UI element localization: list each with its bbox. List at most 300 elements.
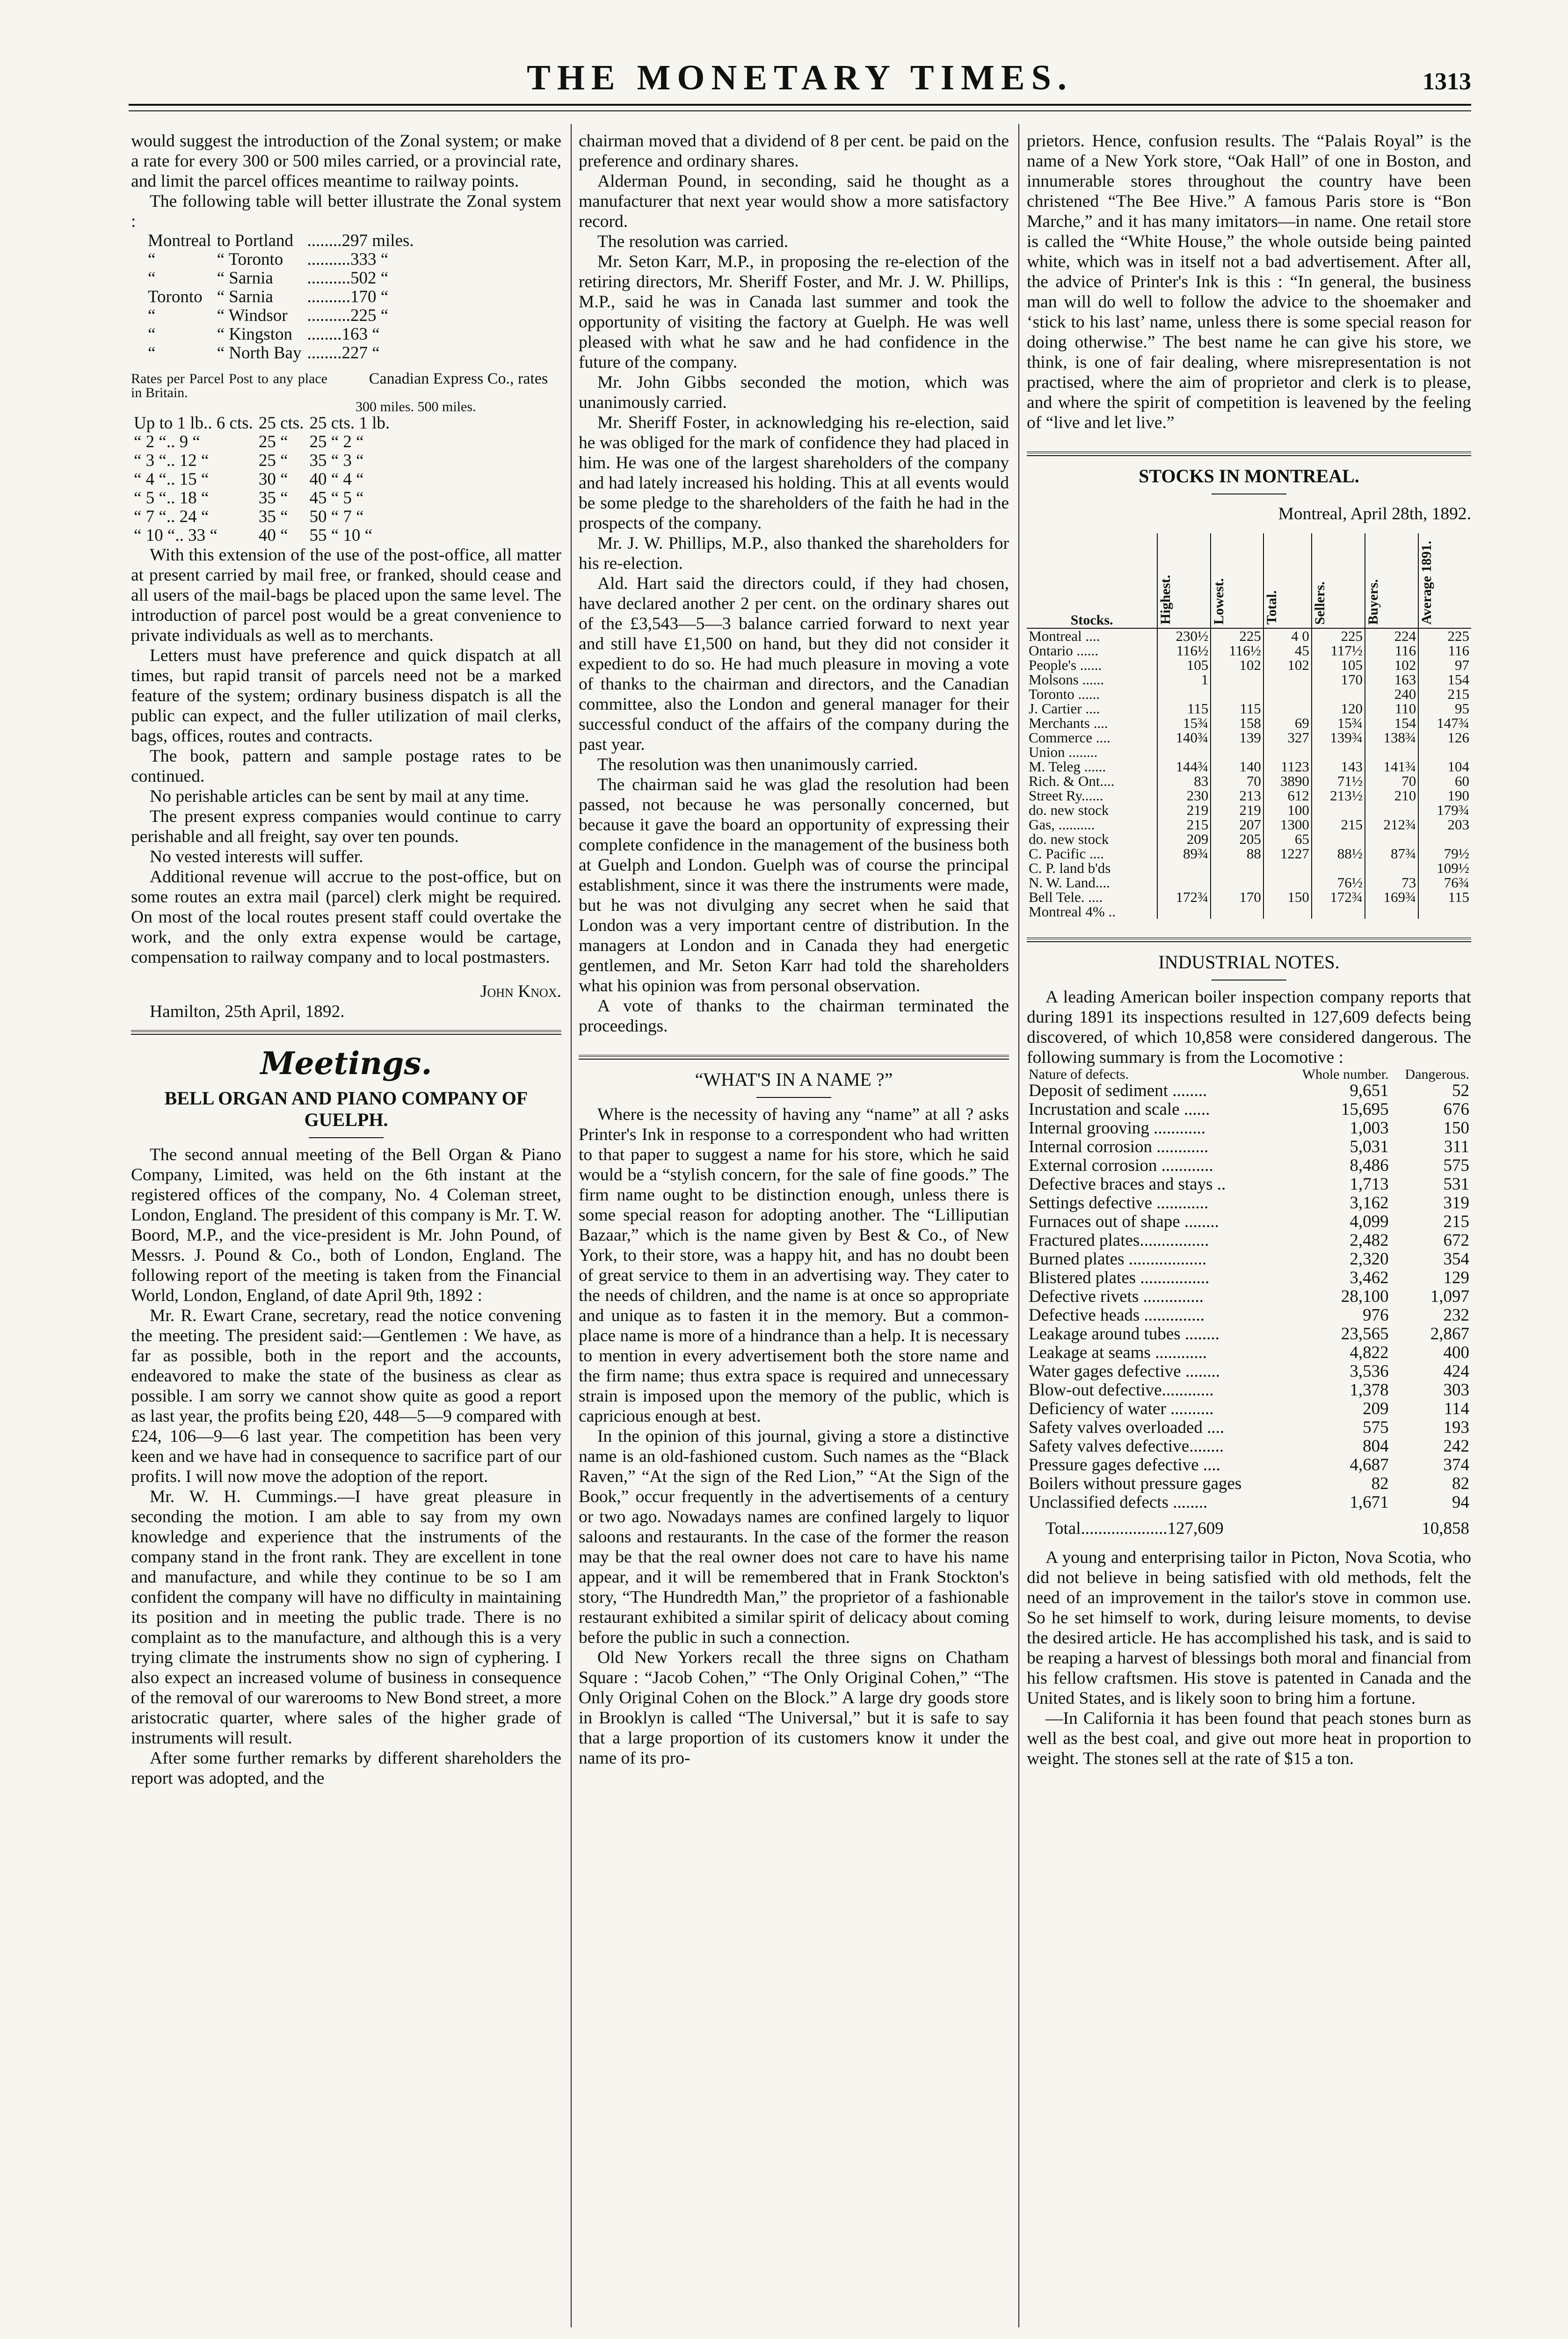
stock-row-cell: Montreal .... (1029, 628, 1100, 644)
rate-row-cell: 55 “ 10 “ (309, 526, 373, 545)
stock-row-cell: 88 (1211, 846, 1263, 861)
stock-row-cell: 240 (1365, 687, 1418, 701)
paragraph: With this extension of the use of the post-office, all matter at present carried by mail free, or franked, should cease and all users of the mail-bags be placed upon the same level. The introduction of parcel post would be a great convenience to private individuals as well as to merchants. (131, 545, 561, 645)
defect-row-cell: 242 (1443, 1437, 1469, 1456)
dateline: Hamilton, 25th April, 1892. (150, 1002, 345, 1021)
rate-row-cell: “ 10 “.. 33 “ (134, 526, 218, 545)
rate-row-cell: 25 cts. (258, 414, 304, 433)
defect-row-cell: 424 (1443, 1362, 1469, 1381)
defect-row-cell: 2,867 (1430, 1324, 1469, 1344)
stock-row-cell: 205 (1211, 832, 1263, 846)
defect-row (1027, 1194, 1471, 1213)
zone-row-cell: “ (148, 325, 156, 344)
stocks-col-header (1312, 533, 1365, 628)
stock-row (1027, 628, 1471, 643)
stock-row-cell: 209 (1157, 832, 1211, 846)
stocks-table (1027, 533, 1471, 919)
stocks-col-header (1263, 533, 1312, 628)
name-article-end: prietors. Hence, confusion results. The “Palais Royal” is the name of a New York store, “Oak Hall” of one in Boston, and innumerable stores throughout the country have been christened “The Bee Hive.” A famous Paris store is “Bon Marche,” and it has many imitators—in name. One retail store is called the “White House,” the whole outside being painted white, which was in itself not a bad advertisement. After all, the advice of Printer's Ink is this : “In general, the business man will do well to follow the advice to the shoemaker and ‘stick to his last’ name, unless there is some special reason for doing otherwise.” The best name he can give his store, we think, is one of fair dealing, where misrepresentation is not practised, where the aim of proprietor and clerk is to please, and where the spirit of competition is leavened by the feeling of “live and let live.” (1027, 131, 1471, 432)
defect-row (1027, 1213, 1471, 1231)
stock-row-cell: 203 (1418, 817, 1471, 832)
stock-row-cell: 70 (1211, 774, 1263, 788)
zone-row (145, 250, 417, 269)
rate-row-cell: “ 3 “.. 12 “ (134, 451, 209, 470)
stock-row-cell (1263, 687, 1312, 701)
stock-row-cell: 117½ (1312, 643, 1365, 658)
zonal-intro: would suggest the introduction of the Zonal system; or make a rate for every 300 or 500 miles carried, or a provincial rate, and limit the parcel offices meantime to railway points. (131, 131, 561, 191)
defect-row-cell: Defective heads .............. (1029, 1306, 1205, 1325)
stock-row-cell: 15¾ (1157, 716, 1211, 730)
zone-row-cell: “ (148, 306, 156, 325)
rate-row-cell: “ 4 “.. 15 “ (134, 470, 209, 489)
zone-row-cell: “ (148, 250, 156, 269)
section-rule (131, 1030, 561, 1035)
defect-row-cell: Blistered plates ................ (1029, 1268, 1210, 1287)
stock-row-cell: 190 (1418, 788, 1471, 803)
stock-row-cell (1157, 687, 1211, 701)
rate-row (131, 489, 392, 508)
defect-row-cell: 82 (1371, 1474, 1389, 1493)
stock-row-cell (1211, 861, 1263, 875)
rate-row-cell: “ 7 “.. 24 “ (134, 507, 209, 526)
stock-row-cell (1365, 904, 1418, 919)
paragraph: The chairman said he was glad the resolution had been passed, not because he was personally concerned, but because it gave the board an opportunity of expressing their complete confidence in the management of the business both at Guelph and London. Guelph was of course the principal establishment, since it was there the instruments were made, but he was not divulging any secret when he said that London was a very important centre of distribution. In the managers at London and in Canada they had energetic gentlemen, and Mr. Seton Karr had told the shareholders what his opinion was from personal observation. (579, 775, 1009, 995)
defect-row-cell: 129 (1443, 1268, 1469, 1287)
paragraph: Mr. Seton Karr, M.P., in proposing the re-election of the retiring directors, Mr. Sheriff Foster, and Mr. J. W. Phillips, M.P., said he was in Canada last summer and took the opportunity of visiting the factory at Guelph. He was well pleased with what he saw and he had confidence in the future of the company. (579, 252, 1009, 372)
stock-row-cell: 212¾ (1365, 817, 1418, 832)
rate-row-cell: 25 “ 2 “ (309, 432, 364, 451)
stocks-col-header (1418, 533, 1471, 628)
stock-row-cell: 120 (1312, 701, 1365, 716)
defect-row (1027, 1138, 1471, 1156)
stocks-col-label: Lowest. (1211, 578, 1227, 625)
stock-row (1027, 658, 1471, 672)
stock-row-cell (1263, 875, 1312, 890)
paragraph: The book, pattern and sample postage rates to be continued. (131, 747, 561, 786)
defect-row-cell: Leakage around tubes ........ (1029, 1324, 1220, 1344)
defect-row (1027, 1325, 1471, 1344)
stock-row-cell (1418, 745, 1471, 759)
stock-row-cell: 95 (1418, 701, 1471, 716)
stock-row (1027, 904, 1471, 919)
defect-row-cell: Defective braces and stays .. (1029, 1175, 1226, 1194)
stock-row-cell: 116 (1365, 643, 1418, 658)
stocks-col-label: Average 1891. (1419, 540, 1435, 625)
stock-row-cell (1418, 904, 1471, 919)
stock-row (1027, 730, 1471, 745)
stock-row-cell: 172¾ (1312, 890, 1365, 904)
paragraph: Mr. R. Ewart Crane, secretary, read the notice convening the meeting. The president said:—Gentlemen : We have, as far as possible, both in the report and the accounts, endeavored to make the state of the business as clear as possible. I am sorry we cannot show quite as good a report as last year, the profits being £20, 448—5—9 compared with £24, 106—9—6 last year. The competition has been very keen and we have had in consequence to sacrifice part of our profits. I will now move the adoption of the report. (131, 1306, 561, 1486)
defect-row-cell: 193 (1443, 1418, 1469, 1437)
parcel-post-paras (131, 545, 561, 967)
zonal-table-intro: The following table will better illustrate the Zonal system : (131, 192, 561, 231)
rate-row-cell: 25 “ (258, 432, 288, 451)
stock-row-cell: Ontario ...... (1029, 642, 1098, 659)
stock-row-cell: 73 (1365, 875, 1418, 890)
stock-row-cell: 88½ (1312, 846, 1365, 861)
stock-row-cell (1365, 861, 1418, 875)
paragraph: Letters must have preference and quick dispatch at all times, but rapid transit of parcels need not be a marked feature of the system; ordinary business dispatch is all the public can expect, and the fuller utilization of mail clerks, bags, offices, routes and contracts. (131, 646, 561, 746)
stock-row-cell: 230 (1157, 788, 1211, 803)
meetings-heading: Meetings. (260, 1045, 432, 1082)
stock-row-cell: 147¾ (1418, 716, 1471, 730)
stock-row-cell: 215 (1157, 817, 1211, 832)
defect-row-cell: 354 (1443, 1249, 1469, 1269)
stock-row-cell: Rich. & Ont.... (1029, 773, 1115, 789)
stock-row-cell (1312, 803, 1365, 817)
stock-row-cell (1263, 672, 1312, 687)
defect-row (1027, 1287, 1471, 1306)
zone-row-cell: “ Toronto (217, 250, 283, 269)
stock-row-cell: 230½ (1157, 628, 1211, 643)
zone-row-cell: ........297 miles. (307, 231, 414, 250)
defect-row-cell: Internal corrosion ............ (1029, 1137, 1209, 1156)
paragraph: A young and enterprising tailor in Picton, Nova Scotia, who did not believe in being satisfied with old methods, felt the need of an improvement in the tailor's stove in common use. So he set himself to work, during leisure moments, to devise the desired article. He has accomplished his task, and is said to be reaping a harvest of blessings both moral and financial from his fellow craftsmen. His stove is patented in Canada and the United States, and is likely soon to bring him a fortune. (1027, 1548, 1471, 1708)
defect-row-cell: Settings defective ............ (1029, 1193, 1209, 1213)
defects-col-whole: Whole number. (1302, 1067, 1389, 1082)
zone-row-cell: ........227 “ (307, 343, 380, 363)
stock-row-cell: 60 (1418, 774, 1471, 788)
defect-row (1027, 1437, 1471, 1456)
stock-row (1027, 759, 1471, 774)
defect-row-cell: 311 (1444, 1137, 1469, 1156)
stock-row (1027, 875, 1471, 890)
defect-row-cell: Deficiency of water .......... (1029, 1399, 1214, 1418)
paragraph: The resolution was then unanimously carried. (597, 755, 918, 774)
defect-row-cell: Incrustation and scale ...... (1029, 1100, 1210, 1119)
stock-row-cell: 141¾ (1365, 759, 1418, 774)
defect-row-cell: 2,482 (1350, 1231, 1389, 1250)
stock-row-cell: 213 (1211, 788, 1263, 803)
stock-row-cell: 115 (1211, 701, 1263, 716)
zone-row-cell: ..........502 “ (307, 269, 389, 288)
stock-row-cell: 1 (1157, 672, 1211, 687)
rate-row-cell: 25 cts. 1 lb. (309, 414, 390, 433)
defect-row-cell: Pressure gages defective .... (1029, 1455, 1220, 1475)
stock-row-cell (1157, 875, 1211, 890)
zone-row-cell: “ North Bay (217, 343, 302, 363)
defect-row-cell: 672 (1443, 1231, 1469, 1250)
industrial-heading: INDUSTRIAL NOTES. (1158, 952, 1340, 973)
stock-row (1027, 672, 1471, 687)
stock-row-cell: 140¾ (1157, 730, 1211, 745)
rates-table (131, 414, 392, 545)
rate-row (131, 508, 392, 526)
defect-row (1027, 1475, 1471, 1493)
defect-row-cell: 400 (1443, 1343, 1469, 1362)
defect-row-cell: 3,462 (1350, 1268, 1389, 1287)
stock-row-cell: 172¾ (1157, 890, 1211, 904)
stock-row-cell (1211, 745, 1263, 759)
defect-row-cell: 319 (1443, 1193, 1469, 1213)
stock-row-cell: 213½ (1312, 788, 1365, 803)
stock-row (1027, 774, 1471, 788)
stock-row-cell (1211, 672, 1263, 687)
defect-row-cell: Boilers without pressure gages (1029, 1474, 1242, 1493)
defect-row-cell: 232 (1443, 1306, 1469, 1325)
defect-row-cell: 1,713 (1350, 1175, 1389, 1194)
defect-row-cell: External corrosion ............ (1029, 1156, 1213, 1175)
stock-row-cell: 105 (1312, 658, 1365, 672)
defect-row-cell: 575 (1443, 1156, 1469, 1175)
paragraph: The present express companies would continue to carry perishable and all freight, say over ten pounds. (131, 807, 561, 846)
paragraph: The second annual meeting of the Bell Organ & Piano Company, Limited, was held on the 6th instant at the registered offices of the company, No. 4 Coleman street, London, England. The president of this company is Mr. T. W. Boord, M.P., and the vice-president is Mr. John Pound, of Messrs. J. Pound & Co., both of London, England. The following report of the meeting is taken from the Financial World, London, England, of date April 9th, 1892 : (131, 1145, 561, 1305)
stock-row-cell (1312, 861, 1365, 875)
defect-row-cell: 4,822 (1350, 1343, 1389, 1362)
stock-row-cell: 102 (1211, 658, 1263, 672)
stock-row-cell: 139¾ (1312, 730, 1365, 745)
header-rule (129, 104, 1471, 106)
stock-row (1027, 861, 1471, 875)
stock-row-cell (1211, 687, 1263, 701)
stock-row-cell: C. Pacific .... (1029, 845, 1104, 862)
stock-row-cell: Commerce .... (1029, 729, 1111, 746)
stock-row-cell: 140 (1211, 759, 1263, 774)
paragraph: No perishable articles can be sent by mail at any time. (150, 787, 530, 806)
rates-header (131, 372, 561, 400)
defect-row-cell: 1,378 (1350, 1380, 1389, 1400)
column-2 (579, 131, 1009, 1768)
defect-row (1027, 1231, 1471, 1250)
column-1 (131, 131, 561, 1788)
defect-row-cell: 2,320 (1350, 1249, 1389, 1269)
zone-row-cell: Toronto (148, 287, 203, 306)
stock-row-cell: 102 (1365, 658, 1418, 672)
defect-row-cell: 150 (1443, 1119, 1469, 1138)
section-rule-4 (1027, 937, 1471, 942)
stock-row-cell (1157, 861, 1211, 875)
stock-row-cell: 87¾ (1365, 846, 1418, 861)
defect-row-cell: Furnaces out of shape ........ (1029, 1212, 1219, 1231)
defect-row-cell: 9,651 (1350, 1081, 1389, 1100)
defect-row-cell: 1,671 (1350, 1493, 1389, 1512)
defect-row-cell: 575 (1363, 1418, 1389, 1437)
stock-row-cell: 1123 (1263, 759, 1312, 774)
stock-row (1027, 701, 1471, 716)
defect-row-cell: 1,097 (1430, 1287, 1469, 1306)
stock-row (1027, 687, 1471, 701)
zone-row (145, 306, 417, 325)
stock-row-cell: 116½ (1157, 643, 1211, 658)
short-rule-2 (756, 1097, 831, 1098)
zone-row-cell: ..........170 “ (307, 287, 389, 306)
defect-row-cell: 15,695 (1341, 1100, 1389, 1119)
stock-row-cell: 219 (1157, 803, 1211, 817)
parcel-post-head: Rates per Parcel Post to any place in Britain. (131, 371, 327, 400)
paragraph: A vote of thanks to the chairman terminated the proceedings. (579, 996, 1009, 1036)
paragraph: Ald. Hart said the directors could, if they had chosen, have declared another 2 per cent. on the ordinary shares out of the £3,543—5—3 balance carried forward to next year and still have £1,500 on hand, but they did not consider it expedient to do so. He had much pleasure in moving a vote of thanks to the chairman and directors, and the Canadian committee, also the London and general manager for their successful conduct of the affairs of the company during the past year. (579, 574, 1009, 754)
defect-row-cell: 28,100 (1341, 1287, 1389, 1306)
column-3 (1027, 131, 1471, 1769)
defect-row-cell: 8,486 (1350, 1156, 1389, 1175)
stock-row-cell (1263, 701, 1312, 716)
stock-row-cell: 110 (1365, 701, 1418, 716)
stock-row-cell: 170 (1312, 672, 1365, 687)
zone-row-cell: ..........225 “ (307, 306, 389, 325)
rate-row-cell: 30 “ (258, 470, 288, 489)
paragraph: Alderman Pound, in seconding, said he thought as a manufacturer that next year would show a more satisfactory record. (579, 172, 1009, 231)
stock-row-cell: 115 (1157, 701, 1211, 716)
defect-row-cell: Water gages defective ........ (1029, 1362, 1220, 1381)
stock-row-cell: do. new stock (1029, 802, 1109, 818)
stock-row-cell: 612 (1263, 788, 1312, 803)
defect-row-cell: Burned plates .................. (1029, 1249, 1207, 1269)
stocks-col-label: Sellers. (1312, 581, 1328, 625)
defects-total-danger: 10,858 (1422, 1519, 1469, 1538)
meeting-continued (579, 131, 1009, 1036)
stock-row (1027, 817, 1471, 832)
stock-row-cell: 109½ (1418, 861, 1471, 875)
stock-row-cell (1365, 745, 1418, 759)
stock-row-cell: 327 (1263, 730, 1312, 745)
stock-row (1027, 803, 1471, 817)
stock-row-cell (1211, 875, 1263, 890)
stocks-date: Montreal, April 28th, 1892. (1278, 504, 1471, 523)
stock-row-cell: 207 (1211, 817, 1263, 832)
paragraph: Mr. Sheriff Foster, in acknowledging his re-election, said he was obliged for the mark of confidence they had placed in him. He was one of the largest shareholders of the company and had lately increased his holding. This at all events would be some pledge to the shareholders of the faith he had in the prospects of the company. (579, 413, 1009, 533)
rate-row (131, 414, 392, 433)
industrial-notes (1027, 1547, 1471, 1769)
section-rule-3 (1027, 451, 1471, 456)
rate-row-cell: “ 2 “.. 9 “ (134, 432, 200, 451)
column-divider-2 (1018, 124, 1019, 2327)
defect-row-cell: 976 (1363, 1306, 1389, 1325)
rate-row-cell: 35 “ 3 “ (309, 451, 364, 470)
defect-row (1027, 1400, 1471, 1418)
stock-row-cell (1312, 832, 1365, 846)
stock-row-cell: 169¾ (1365, 890, 1418, 904)
stock-row (1027, 832, 1471, 846)
defect-row (1027, 1250, 1471, 1269)
defects-total: Total....................127,609 (1045, 1519, 1224, 1538)
stock-row (1027, 643, 1471, 658)
stock-row-cell: 116½ (1211, 643, 1263, 658)
stock-row-cell: 224 (1365, 628, 1418, 643)
stock-row-cell: 210 (1365, 788, 1418, 803)
defect-row (1027, 1306, 1471, 1325)
stock-row-cell (1312, 687, 1365, 701)
defect-row (1027, 1344, 1471, 1362)
short-rule (309, 1137, 384, 1138)
defects-col-danger: Dangerous. (1405, 1067, 1469, 1082)
paragraph: chairman moved that a dividend of 8 per cent. be paid on the preference and ordinary shares. (579, 131, 1009, 171)
defects-col-nature: Nature of defects. (1029, 1067, 1129, 1082)
paragraph: Where is the necessity of having any “name” at all ? asks Printer's Ink in response to a correspondent who had written to that paper to suggest a name for his store, which he said would be a “stylish concern, for the sale of fine goods.” The firm name ought to be distinction enough, unless there is some special reason for adopting another. The “Lilliputian Bazaar,” which is the name given by Best & Co., of New York, to their store, was a happy hit, and has no doubt been of great service to them in an advertising way. They cater to the needs of children, and the name is at once so appropriate and unique as to fasten it in the memory. But a common-place name is more of a hindrance than a help. It is necessary to mention in every advertisement both the store name and the firm name; thus extra space is required and unnecessary strain is imposed upon the memory of the public, which is capricious enough at best. (579, 1105, 1009, 1426)
stock-row-cell: 45 (1263, 643, 1312, 658)
short-rule-4 (1212, 980, 1286, 981)
rate-row-cell: 35 “ (258, 488, 288, 508)
defect-row-cell: Unclassified defects ........ (1029, 1493, 1208, 1512)
paragraph: After some further remarks by different shareholders the report was adopted, and the (131, 1749, 561, 1788)
industrial-intro: A leading American boiler inspection company reports that during 1891 its inspections resulted in 127,609 defects being discovered, of which 10,858 were considered dangerous. The following summary is from the Locomotive : (1027, 988, 1471, 1067)
stock-row-cell: J. Cartier .... (1029, 700, 1100, 717)
stock-row-cell: 104 (1418, 759, 1471, 774)
stock-row-cell: 70 (1365, 774, 1418, 788)
paragraph: Old New Yorkers recall the three signs on Chatham Square : “Jacob Cohen,” “The Only Original Cohen,” “The Only Original Cohen on the Block.” A large dry goods store in Brooklyn is called “The Universal,” but it is safe to say that a large proportion of its customers know it under the name of its pro- (579, 1648, 1009, 1768)
stock-row-cell: 163 (1365, 672, 1418, 687)
stock-row-cell: 144¾ (1157, 759, 1211, 774)
zone-row (145, 344, 417, 363)
stocks-col-header (1027, 533, 1157, 628)
zone-row (145, 232, 417, 250)
stock-row-cell: 76¾ (1418, 875, 1471, 890)
stock-row-cell: M. Teleg ...... (1029, 758, 1106, 775)
signature: John Knox. (480, 982, 561, 1001)
defect-row (1027, 1418, 1471, 1437)
defect-row-cell: Deposit of sediment ........ (1029, 1081, 1207, 1100)
stock-row-cell: 79½ (1418, 846, 1471, 861)
stock-row-cell: do. new stock (1029, 831, 1109, 847)
stocks-col-header (1211, 533, 1263, 628)
rate-row-cell: 45 “ 5 “ (309, 488, 364, 508)
stock-row-cell: Merchants .... (1029, 715, 1108, 731)
rates-subhead: 300 miles. 500 miles. (356, 399, 476, 414)
defect-row-cell: 23,565 (1341, 1324, 1389, 1344)
stock-row-cell: 219 (1211, 803, 1263, 817)
newspaper-title: THE MONETARY TIMES. (527, 58, 1073, 97)
stocks-col-header (1157, 533, 1211, 628)
stock-row-cell: 89¾ (1157, 846, 1211, 861)
defect-row-cell: 52 (1452, 1081, 1469, 1100)
defect-row (1027, 1100, 1471, 1119)
rate-row (131, 433, 392, 451)
stocks-col-label: Stocks. (1070, 612, 1113, 628)
stock-row-cell: 215 (1312, 817, 1365, 832)
zone-row-cell: Montreal (148, 231, 211, 250)
defect-row-cell: 374 (1443, 1455, 1469, 1475)
defect-row-cell: 114 (1444, 1399, 1469, 1418)
defects-table (1027, 1068, 1471, 1538)
zone-row-cell: “ (148, 343, 156, 363)
stock-row-cell (1211, 904, 1263, 919)
stock-row (1027, 716, 1471, 730)
defect-row (1027, 1082, 1471, 1100)
zonal-table (145, 232, 417, 363)
stock-row-cell (1263, 745, 1312, 759)
stock-row-cell: 105 (1157, 658, 1211, 672)
stock-row-cell (1157, 745, 1211, 759)
defect-row-cell: Leakage at seams ............ (1029, 1343, 1207, 1362)
bell-paras (131, 1145, 561, 1788)
defect-row-cell: 4,687 (1350, 1455, 1389, 1475)
stock-row-cell: 76½ (1312, 875, 1365, 890)
defect-row-cell: Fractured plates................ (1029, 1231, 1209, 1250)
stocks-col-label: Buyers. (1365, 579, 1381, 625)
rate-row-cell: “ 5 “.. 18 “ (134, 488, 209, 508)
bell-heading: BELL ORGAN AND PIANO COMPANY OF GUELPH. (164, 1088, 528, 1130)
stock-row-cell: People's ...... (1029, 657, 1102, 673)
stock-row-cell: 4 0 (1263, 628, 1312, 643)
rate-row (131, 526, 392, 545)
defect-row-cell: 4,099 (1350, 1212, 1389, 1231)
defect-row-cell: Safety valves defective........ (1029, 1437, 1224, 1456)
defect-row (1027, 1381, 1471, 1400)
zone-row-cell: “ Sarnia (217, 287, 273, 306)
zone-row (145, 288, 417, 306)
stock-row (1027, 846, 1471, 861)
stock-row-cell: 116 (1418, 643, 1471, 658)
stock-row-cell (1365, 832, 1418, 846)
stock-row-cell (1157, 904, 1211, 919)
defect-row-cell: 82 (1452, 1474, 1469, 1493)
defect-row-cell: Internal grooving ............ (1029, 1119, 1206, 1138)
defect-row-cell: 94 (1452, 1493, 1469, 1512)
rate-row-cell: Up to 1 lb.. 6 cts. (134, 414, 253, 433)
stock-row-cell: C. P. land b'ds (1029, 860, 1111, 876)
stock-row-cell: 102 (1263, 658, 1312, 672)
stock-row-cell: 1227 (1263, 846, 1312, 861)
column-divider-1 (571, 124, 572, 2327)
